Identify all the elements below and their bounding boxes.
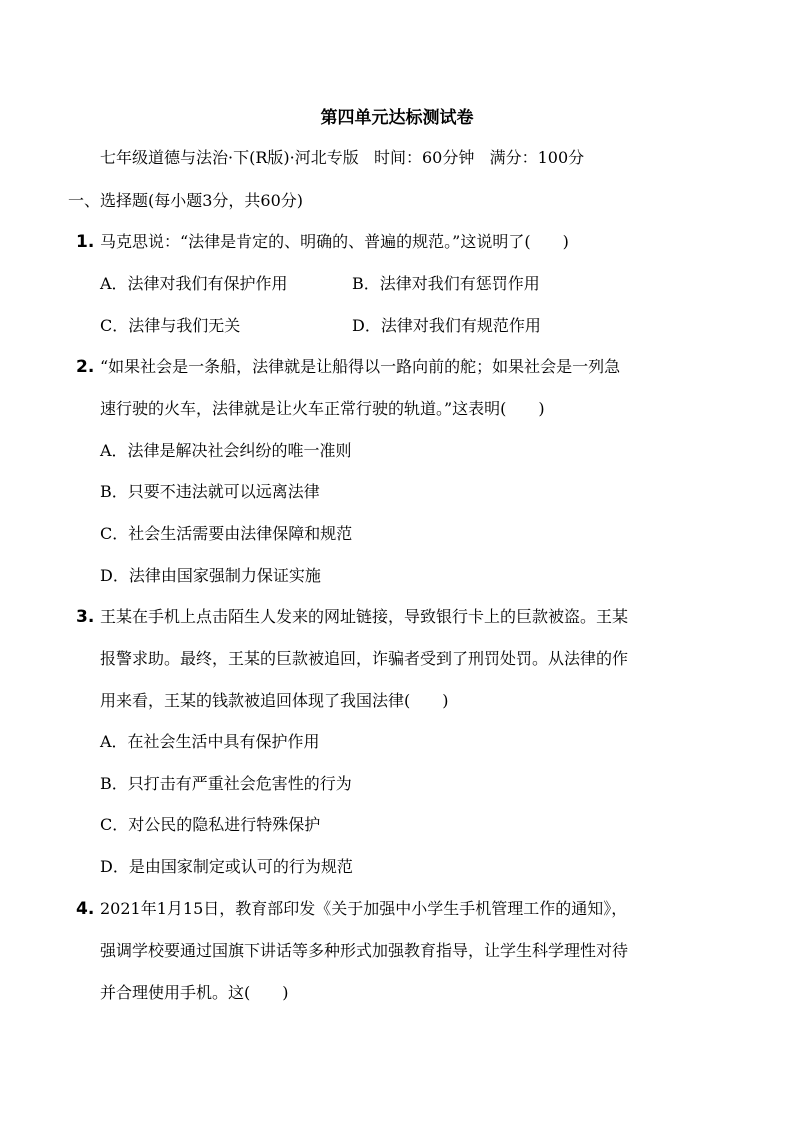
- option-c: C．对公民的隐私进行特殊保护: [100, 815, 321, 834]
- option-d: D．法律由国家强制力保证实施: [100, 566, 321, 585]
- question-text-line: 并合理使用手机。这( ): [100, 983, 289, 1002]
- option-a: A．法律是解决社会纠纷的唯一准则: [100, 441, 352, 460]
- question-text-line: 王某在手机上点击陌生人发来的网址链接，导致银行卡上的巨款被盗。王某: [100, 607, 629, 626]
- option-a: A．法律对我们有保护作用: [100, 274, 288, 293]
- option-c: C．法律与我们无关: [100, 316, 241, 335]
- option-a: A．在社会生活中具有保护作用: [100, 732, 320, 751]
- section-heading: 一、选择题(每小题3分，共60分): [68, 191, 304, 210]
- question-number: 3.: [76, 607, 95, 627]
- question-number: 1.: [76, 232, 95, 252]
- option-b: B．只要不违法就可以远离法律: [100, 482, 320, 501]
- question-text-line: 用来看，王某的钱款被追回体现了我国法律( ): [100, 691, 449, 710]
- option-b: B．只打击有严重社会危害性的行为: [100, 774, 352, 793]
- exam-subtitle: 七年级道德与法治·下(R版)·河北专版 时间：60分钟 满分：100分: [100, 148, 585, 167]
- question-number: 2.: [76, 357, 95, 377]
- option-d: D．是由国家制定或认可的行为规范: [100, 857, 353, 876]
- question-text-line: 2021年1月15日，教育部印发《关于加强中小学生手机管理工作的通知》，: [100, 899, 628, 918]
- question-text-line: 马克思说：“法律是肯定的、明确的、普遍的规范。”这说明了( ): [100, 232, 569, 251]
- page-title: 第四单元达标测试卷: [320, 108, 474, 128]
- question-text-line: 速行驶的火车，法律就是让火车正常行驶的轨道。”这表明( ): [100, 399, 545, 418]
- question-text-line: “如果社会是一条船，法律就是让船得以一路向前的舵；如果社会是一列急: [100, 357, 621, 376]
- option-c: C．社会生活需要由法律保障和规范: [100, 524, 353, 543]
- option-d: D．法律对我们有规范作用: [352, 316, 541, 335]
- option-b: B．法律对我们有惩罚作用: [352, 274, 540, 293]
- question-number: 4.: [76, 899, 95, 919]
- question-text-line: 报警求助。最终，王某的巨款被追回，诈骗者受到了刑罚处罚。从法律的作: [100, 649, 629, 668]
- question-text-line: 强调学校要通过国旗下讲话等多种形式加强教育指导，让学生科学理性对待: [100, 941, 629, 960]
